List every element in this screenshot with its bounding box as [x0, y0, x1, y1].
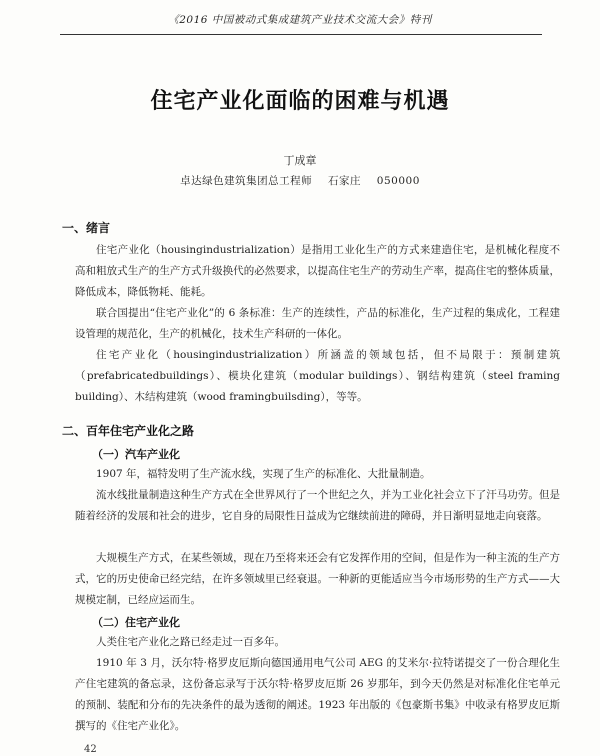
paragraph: 流水线批量制造这种生产方式在全世界风行了一个世纪之久，并为工业化社会立下了汗马功劳。但是随着经济的发展和社会的进步，它自身的局限性日益成为它继续前进的障碍，并日渐明显地走向衰落。: [75, 489, 560, 522]
paragraph: 1907 年，福特发明了生产流水线，实现了生产的标准化、大批量制造。: [96, 468, 431, 480]
affiliation-city: 石家庄: [327, 175, 361, 187]
running-head: 《2016 中国被动式集成建筑产业技术交流大会》特刊: [168, 14, 432, 26]
paragraph: 住宅产业化（housingindustrialization）所涵盖的领域包括，但不局限于：预制建筑（prefabricatedbuildings）、模块化建筑（modular buildings）、钢结构建筑（steel framing building）、木结构建筑（wood framingbuilsding），等等。: [75, 349, 560, 403]
paper-title: 住宅产业化面临的困难与机遇: [150, 89, 450, 114]
author-name: 丁成章: [283, 154, 317, 167]
affiliation-org: 卓达绿色建筑集团总工程师: [180, 175, 313, 187]
paragraph: 大规模生产方式，在某些领域，现在乃至将来还会有它发挥作用的空间，但是作为一种主流的生产方式，它的历史使命已经完结，在许多领域里已经衰退。一种新的更能适应当今市场形势的生产方式——大规模定制，已经应运而生。: [75, 552, 560, 606]
header-rule: [60, 34, 542, 35]
section-heading-2: 二、百年住宅产业化之路: [62, 424, 195, 438]
paragraph: 联合国提出“住宅产业化”的 6 条标准：生产的连续性，产品的标准化，生产过程的集成化，工程建设管理的规范化，生产的机械化，技术生产科研的一体化。: [75, 307, 560, 340]
affiliation-postcode: 050000: [376, 175, 420, 187]
author-affiliation: [0, 173, 600, 188]
paragraph: 住宅产业化（housingindustrialization）是指用工业化生产的方式来建造住宅，是机械化程度不高和粗放式生产的生产方式升级换代的必然要求，以提高住宅生产的劳动生产率，提高住宅的整体质量，降低成本，降低物耗、能耗。: [75, 244, 560, 298]
paragraph: 1910 年 3 月，沃尔特·格罗皮厄斯向德国通用电气公司 AEG 的艾米尔·拉特诺提交了一份合理化生产住宅建筑的备忘录，这份备忘录写于沃尔特·格罗皮厄斯 26 岁那年，到今天仍然是对标准化住宅单元的预制、装配和分布的先决条件的最为透彻的阐述。1923 年出版的《包豪斯书集》中收录有格罗皮厄斯撰写的《住宅产业化》。: [75, 657, 560, 732]
subsection-heading: （一）汽车产业化: [92, 448, 180, 461]
paragraph: 人类住宅产业化之路已经走过一百多年。: [96, 636, 285, 648]
section-heading-1: 一、绪言: [62, 221, 111, 235]
page-number: 42: [84, 744, 97, 755]
subsection-heading: （二）住宅产业化: [92, 616, 180, 629]
